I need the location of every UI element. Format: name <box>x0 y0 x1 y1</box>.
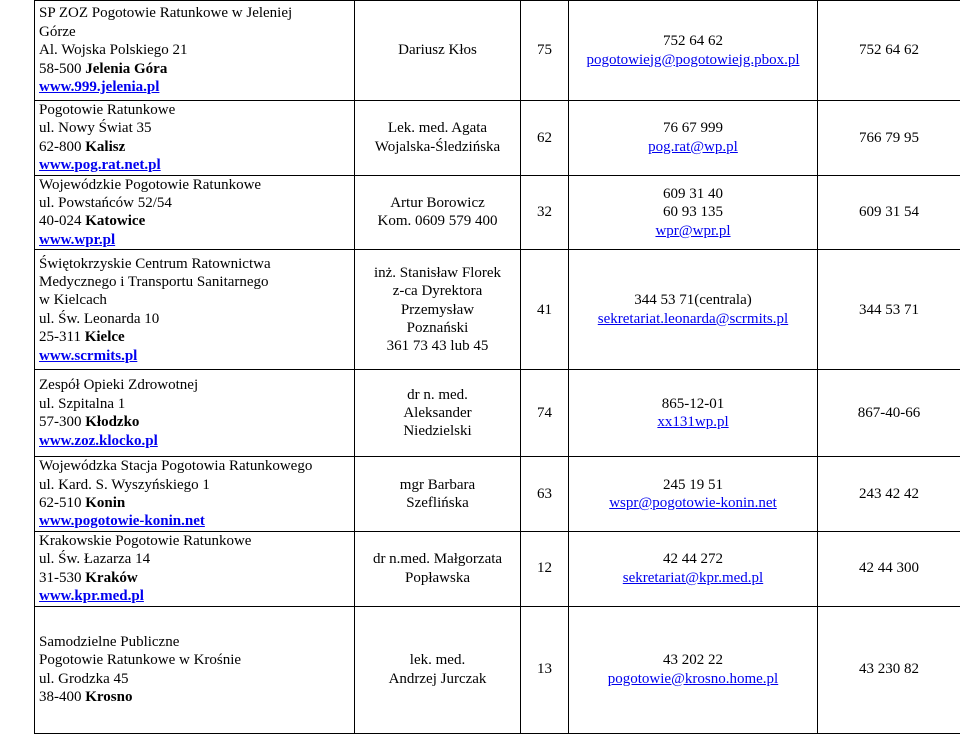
fax-number: 766 79 95 <box>859 130 919 146</box>
institution-address <box>39 255 350 365</box>
address-line: w Kielcach <box>39 291 350 309</box>
director-line: Szeflińska <box>359 494 516 512</box>
director-line: Popławska <box>359 569 516 587</box>
institution-cell <box>35 606 355 733</box>
director-line: Artur Borowicz <box>359 194 516 212</box>
contact-cell <box>569 1 818 101</box>
institution-cell <box>35 531 355 606</box>
postal-city-line <box>39 413 350 431</box>
area-code-cell <box>521 1 569 101</box>
postal-city-line <box>39 138 350 156</box>
phone-number: 609 31 40 <box>573 185 813 203</box>
postal-code: 40-024 <box>39 213 82 229</box>
city-name: Kielce <box>85 329 125 345</box>
address-line: Wojewódzka Stacja Pogotowia Ratunkowego <box>39 457 350 475</box>
city-name: Kraków <box>85 570 138 586</box>
director-cell <box>355 250 521 370</box>
address-line: Świętokrzyskie Centrum Ratownictwa <box>39 255 350 273</box>
fax-number: 867-40-66 <box>858 405 921 421</box>
fax-cell <box>818 1 960 101</box>
area-code: 74 <box>537 405 552 421</box>
institution-cell <box>35 370 355 457</box>
director-line: Dariusz Kłos <box>359 41 516 59</box>
table-row <box>35 531 960 606</box>
director-cell <box>355 606 521 733</box>
institution-address <box>39 176 350 250</box>
address-line: Pogotowie Ratunkowe <box>39 101 350 119</box>
area-code-cell <box>521 606 569 733</box>
director-line: Przemysław <box>359 301 516 319</box>
fax-cell <box>818 370 960 457</box>
postal-code: 31-530 <box>39 570 82 586</box>
city-name: Jelenia Góra <box>85 61 167 77</box>
email-link[interactable]: sekretariat@kpr.med.pl <box>573 569 813 587</box>
fax-cell <box>818 606 960 733</box>
address-line: ul. Nowy Świat 35 <box>39 119 350 137</box>
contact-cell <box>569 606 818 733</box>
institution-address <box>39 376 350 450</box>
website-link[interactable]: www.pog.rat.net.pl <box>39 156 350 174</box>
fax-cell <box>818 531 960 606</box>
director-line: dr n. med. <box>359 386 516 404</box>
table-row <box>35 1 960 101</box>
table-row <box>35 250 960 370</box>
director-cell <box>355 370 521 457</box>
table-body <box>35 1 960 734</box>
director-cell <box>355 531 521 606</box>
city-name: Katowice <box>85 213 145 229</box>
phone-number: 752 64 62 <box>573 32 813 50</box>
table-row <box>35 175 960 250</box>
email-link[interactable]: xx131wp.pl <box>573 413 813 431</box>
contact-cell <box>569 101 818 176</box>
director-cell <box>355 1 521 101</box>
director-line: dr n.med. Małgorzata <box>359 550 516 568</box>
emergency-services-table <box>34 0 960 734</box>
postal-city-line <box>39 569 350 587</box>
fax-number: 42 44 300 <box>859 560 919 576</box>
fax-cell <box>818 457 960 532</box>
area-code-cell <box>521 175 569 250</box>
postal-code: 38-400 <box>39 689 82 705</box>
table-row <box>35 370 960 457</box>
postal-city-line <box>39 328 350 346</box>
contact-cell <box>569 370 818 457</box>
contact-cell <box>569 531 818 606</box>
fax-cell <box>818 101 960 176</box>
director-line: Wojalska-Śledzińska <box>359 138 516 156</box>
director-line: z-ca Dyrektora <box>359 282 516 300</box>
website-link[interactable]: www.zoz.klocko.pl <box>39 432 350 450</box>
area-code: 13 <box>537 661 552 677</box>
email-link[interactable]: sekretariat.leonarda@scrmits.pl <box>573 310 813 328</box>
city-name: Konin <box>85 495 125 511</box>
address-line: Wojewódzkie Pogotowie Ratunkowe <box>39 176 350 194</box>
address-line: SP ZOZ Pogotowie Ratunkowe w Jeleniej <box>39 4 350 22</box>
city-name: Kłodzko <box>85 414 139 430</box>
address-line: ul. Św. Leonarda 10 <box>39 310 350 328</box>
address-line: Medycznego i Transportu Sanitarnego <box>39 273 350 291</box>
email-link[interactable]: pogotowie@krosno.home.pl <box>573 670 813 688</box>
postal-city-line <box>39 212 350 230</box>
phone-number: 344 53 71(centrala) <box>573 291 813 309</box>
area-code: 32 <box>537 204 552 220</box>
table-row <box>35 101 960 176</box>
area-code: 12 <box>537 560 552 576</box>
area-code: 63 <box>537 486 552 502</box>
director-line: lek. med. <box>359 651 516 669</box>
area-code: 62 <box>537 130 552 146</box>
postal-code: 25-311 <box>39 329 81 345</box>
director-line: mgr Barbara <box>359 476 516 494</box>
institution-address <box>39 457 350 531</box>
phone-number: 60 93 135 <box>573 203 813 221</box>
fax-number: 344 53 71 <box>859 302 919 318</box>
phone-number: 245 19 51 <box>573 476 813 494</box>
postal-code: 62-510 <box>39 495 82 511</box>
phone-number: 76 67 999 <box>573 119 813 137</box>
address-line: ul. Kard. S. Wyszyńskiego 1 <box>39 476 350 494</box>
address-line: Krakowskie Pogotowie Ratunkowe <box>39 532 350 550</box>
director-line: Poznański <box>359 319 516 337</box>
table-row <box>35 457 960 532</box>
postal-city-line <box>39 494 350 512</box>
director-line: Kom. 0609 579 400 <box>359 212 516 230</box>
director-line: 361 73 43 lub 45 <box>359 337 516 355</box>
website-link[interactable]: www.999.jelenia.pl <box>39 78 350 96</box>
phone-number: 43 202 22 <box>573 651 813 669</box>
institution-cell <box>35 457 355 532</box>
city-name: Krosno <box>85 689 132 705</box>
institution-address <box>39 4 350 96</box>
postal-code: 57-300 <box>39 414 82 430</box>
director-line: Niedzielski <box>359 422 516 440</box>
institution-cell <box>35 250 355 370</box>
fax-number: 752 64 62 <box>859 42 919 58</box>
contact-cell <box>569 457 818 532</box>
email-link[interactable]: pogotowiejg@pogotowiejg.pbox.pl <box>573 51 813 69</box>
postal-code: 62-800 <box>39 139 82 155</box>
postal-code: 58-500 <box>39 61 82 77</box>
area-code: 75 <box>537 42 552 58</box>
fax-cell <box>818 175 960 250</box>
area-code-cell <box>521 531 569 606</box>
address-line: ul. Grodzka 45 <box>39 670 350 688</box>
institution-address <box>39 101 350 175</box>
director-cell <box>355 101 521 176</box>
address-line: ul. Szpitalna 1 <box>39 395 350 413</box>
email-link[interactable]: pog.rat@wp.pl <box>573 138 813 156</box>
address-line: Pogotowie Ratunkowe w Krośnie <box>39 651 350 669</box>
website-link[interactable]: www.pogotowie-konin.net <box>39 512 350 530</box>
phone-number: 865-12-01 <box>573 395 813 413</box>
fax-number: 243 42 42 <box>859 486 919 502</box>
area-code-cell <box>521 101 569 176</box>
postal-city-line <box>39 688 350 706</box>
address-line: ul. Powstańców 52/54 <box>39 194 350 212</box>
fax-number: 609 31 54 <box>859 204 919 220</box>
fax-number: 43 230 82 <box>859 661 919 677</box>
address-line: ul. Św. Łazarza 14 <box>39 550 350 568</box>
institution-cell <box>35 175 355 250</box>
address-line: Samodzielne Publiczne <box>39 633 350 651</box>
website-link[interactable]: www.kpr.med.pl <box>39 587 350 605</box>
institution-cell <box>35 1 355 101</box>
institution-address <box>39 633 350 707</box>
director-line: Lek. med. Agata <box>359 119 516 137</box>
fax-cell <box>818 250 960 370</box>
email-link[interactable]: wpr@wpr.pl <box>573 222 813 240</box>
address-line: Górze <box>39 23 350 41</box>
director-cell <box>355 175 521 250</box>
contact-cell <box>569 250 818 370</box>
area-code: 41 <box>537 302 552 318</box>
address-line: Zespół Opieki Zdrowotnej <box>39 376 350 394</box>
website-link[interactable]: www.wpr.pl <box>39 231 350 249</box>
director-line: inż. Stanisław Florek <box>359 264 516 282</box>
postal-city-line <box>39 60 350 78</box>
email-link[interactable]: wspr@pogotowie-konin.net <box>573 494 813 512</box>
contact-cell <box>569 175 818 250</box>
website-link[interactable]: www.scrmits.pl <box>39 347 350 365</box>
director-line: Andrzej Jurczak <box>359 670 516 688</box>
director-line: Aleksander <box>359 404 516 422</box>
area-code-cell <box>521 370 569 457</box>
phone-number: 42 44 272 <box>573 550 813 568</box>
area-code-cell <box>521 457 569 532</box>
institution-cell <box>35 101 355 176</box>
director-cell <box>355 457 521 532</box>
city-name: Kalisz <box>85 139 125 155</box>
institution-address <box>39 532 350 606</box>
address-line: Al. Wojska Polskiego 21 <box>39 41 350 59</box>
table-row <box>35 606 960 733</box>
area-code-cell <box>521 250 569 370</box>
